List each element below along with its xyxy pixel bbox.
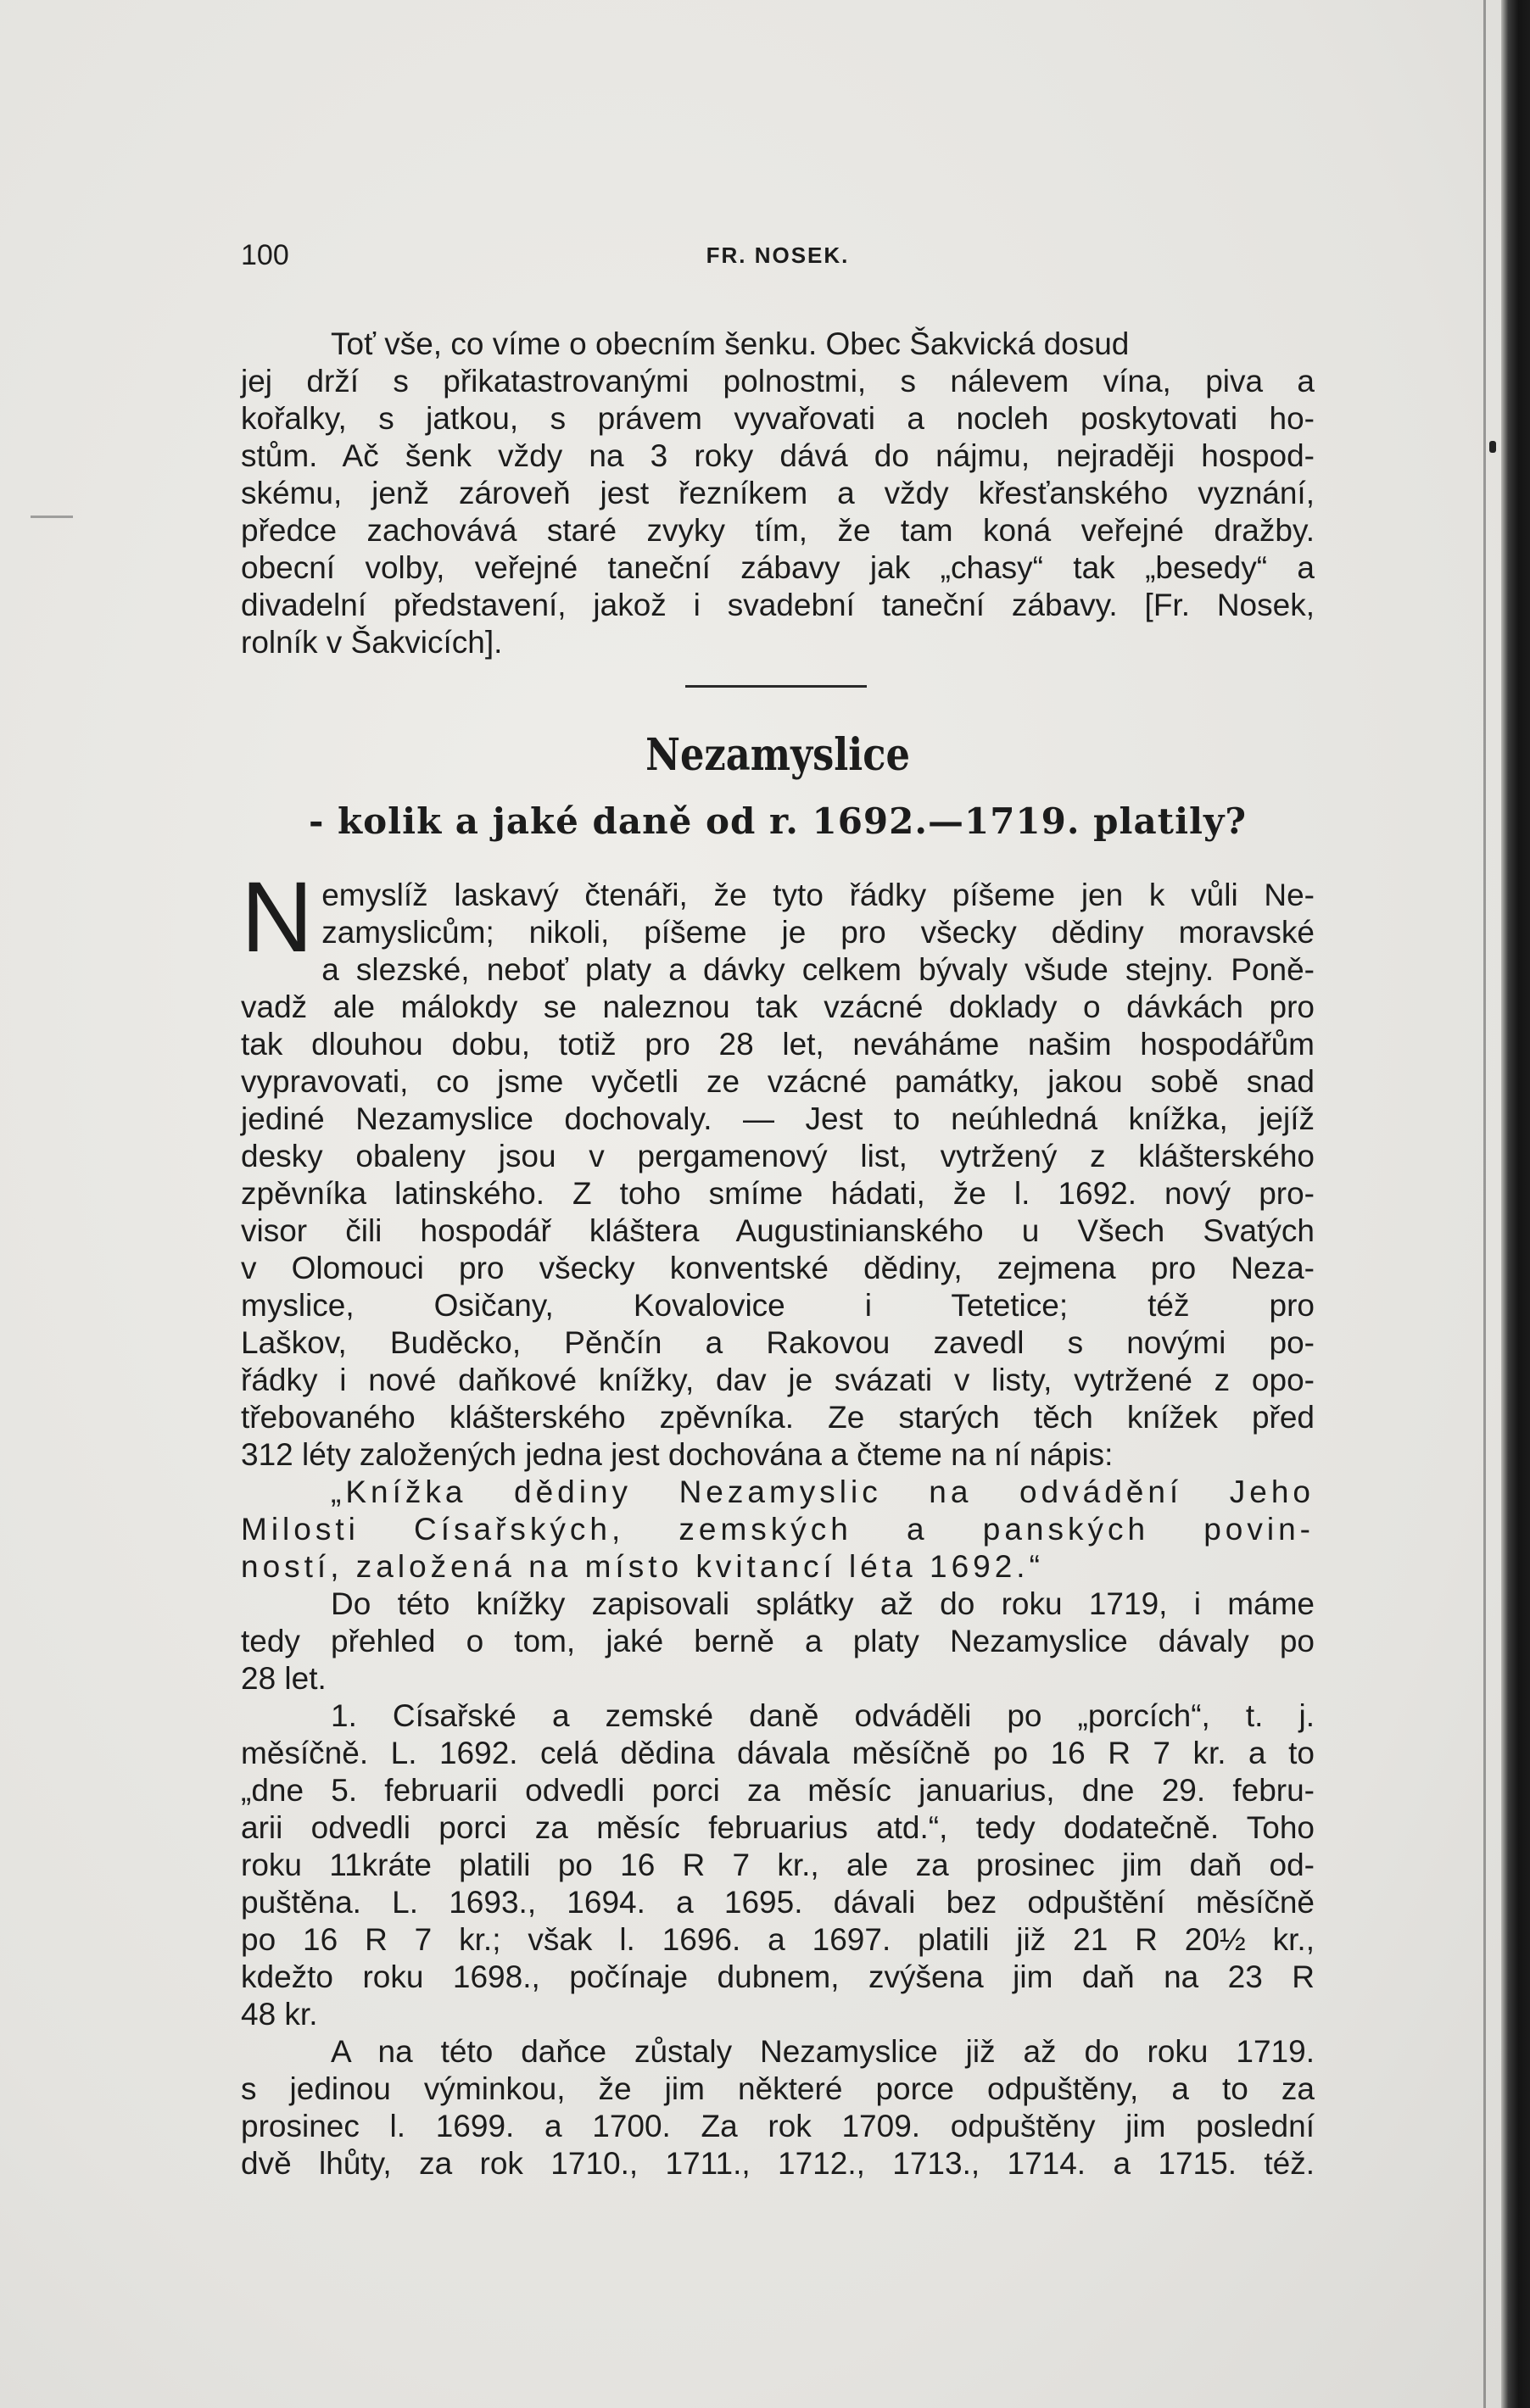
text-line: 48 kr.: [241, 1997, 318, 2032]
text-line: Laškov, Buděcko, Pěnčín a Rakovou zavedl s novými po-: [241, 1325, 1315, 1360]
text-line: Toť vše, co víme o obecním šenku. Obec Šakvická dosud: [331, 326, 1130, 361]
article-subtitle: - kolik a jaké daně od r. 1692.—1719. platily?: [309, 800, 1247, 842]
text-line: roku 11kráte platili po 16 R 7 kr., ale za prosinec jim daň od-: [241, 1848, 1315, 1882]
text-line: a slezské, neboť platy a dávky celkem bývaly všude stejny. Poně-: [321, 952, 1315, 987]
text-line: „dne 5. februarii odvedli porci za měsíc januarius, dne 29. febru-: [241, 1773, 1315, 1808]
text-line: 1. Císařské a zemské daně odváděli po „porcích“, t. j.: [331, 1698, 1315, 1733]
article-title: Nezamyslice: [645, 729, 910, 781]
text-line: emyslíž laskavý čtenáři, že tyto řádky píšeme jen k vůli Ne-: [321, 878, 1315, 912]
text-line: kdežto roku 1698., počínaje dubnem, zvýšena jim daň na 23 R: [241, 1959, 1315, 1994]
quote-line: Milosti Císařských, zemských a panských povin-: [241, 1512, 1315, 1547]
book-binding-edge: [1501, 0, 1530, 2408]
text-line: s jedinou výminkou, že jim některé porce odpuštěny, a to za: [241, 2071, 1315, 2106]
margin-mark: [31, 516, 73, 518]
text-line: zpěvníka latinského. Z toho smíme hádati, že l. 1692. nový pro-: [241, 1176, 1315, 1211]
text-line: divadelní představení, jakož i svadební taneční zábavy. [Fr. Nosek,: [241, 588, 1315, 622]
page-header: [241, 239, 1315, 273]
text-line: arii odvedli porci za měsíc februarius atd.“, tedy dodatečně. Toho: [241, 1810, 1315, 1845]
text-line: vypravovati, co jsme vyčetli ze vzácné památky, jakou sobě snad: [241, 1064, 1315, 1099]
article-body: [241, 861, 1315, 2182]
quote-line: ností, založená na místo kvitancí léta 1692.“: [241, 1549, 1044, 1584]
section-divider: [685, 685, 867, 688]
text-line: stům. Ač šenk vždy na 3 roky dává do nájmu, nejraději hospod-: [241, 438, 1315, 473]
text-line: řádky i nové daňkové knížky, dav je svázati v listy, vytržené z opo-: [241, 1363, 1315, 1397]
text-line: kořalky, s jatkou, s právem vyvařovati a nocleh poskytovati ho-: [241, 401, 1315, 436]
text-line: jej drží s přikatastrovanými polnostmi, s nálevem vína, piva a: [241, 364, 1315, 399]
running-head: FR. NOSEK.: [706, 242, 850, 268]
text-line: skému, jenž zároveň jest řezníkem a vždy křesťanského vyznání,: [241, 476, 1315, 510]
text-line: zamyslicům; nikoli, píšeme je pro všecky dědiny moravské: [321, 915, 1315, 950]
text-line: prosinec l. 1699. a 1700. Za rok 1709. odpuštěny jim poslední: [241, 2109, 1315, 2143]
text-line: desky obaleny jsou v pergamenový list, vytržený z klášterského: [241, 1139, 1315, 1173]
text-line: jediné Nezamyslice dochovaly. — Jest to neúhledná knížka, jejíž: [241, 1101, 1315, 1136]
text-line: po 16 R 7 kr.; však l. 1696. a 1697. platili již 21 R 20½ kr.,: [241, 1922, 1315, 1957]
text-line: obecní volby, veřejné taneční zábavy jak „chasy“ tak „besedy“ a: [241, 550, 1315, 585]
page-number: 100: [241, 239, 289, 271]
text-line: měsíčně. L. 1692. celá dědina dávala měsíčně po 16 R 7 kr. a to: [241, 1736, 1315, 1770]
quote-line: „Knížka dědiny Nezamyslic na odvádění Jeho: [331, 1474, 1315, 1509]
text-line: předce zachovává staré zvyky tím, že tam koná veřejné dražby.: [241, 513, 1315, 548]
margin-dot: [1489, 441, 1496, 453]
drop-cap: N: [241, 861, 314, 973]
text-paragraph: [241, 326, 1315, 363]
text-line: vadž ale málokdy se naleznou tak vzácné doklady o dávkách pro: [241, 989, 1315, 1024]
text-line: Do této knížky zapisovali splátky až do roku 1719, i máme: [331, 1586, 1315, 1621]
text-line: dvě lhůty, za rok 1710., 1711., 1712., 1713., 1714. a 1715. též.: [241, 2146, 1315, 2181]
previous-article-ending: [241, 326, 1315, 661]
page-fold-line: [1483, 0, 1486, 2408]
text-line: visor čili hospodář kláštera Augustinianského u Všech Svatých: [241, 1213, 1315, 1248]
text-line: tak dlouhou dobu, totiž pro 28 let, neváháme našim hospodářům: [241, 1027, 1315, 1062]
text-line: 28 let.: [241, 1661, 327, 1696]
text-line: v Olomouci pro všecky konventské dědiny, zejmena pro Neza-: [241, 1251, 1315, 1285]
text-line: A na této daňce zůstaly Nezamyslice již až do roku 1719.: [331, 2034, 1315, 2069]
text-line: třebovaného klášterského zpěvníka. Ze starých těch knížek před: [241, 1400, 1315, 1435]
text-line: tedy přehled o tom, jaké berně a platy Nezamyslice dávaly po: [241, 1624, 1315, 1658]
text-line: puštěna. L. 1693., 1694. a 1695. dávali bez odpuštění měsíčně: [241, 1885, 1315, 1920]
text-line: myslice, Osičany, Kovalovice i Tetetice; též pro: [241, 1288, 1315, 1323]
text-line: rolník v Šakvicích].: [241, 625, 503, 660]
text-line: 312 léty založených jedna jest dochována a čteme na ní nápis:: [241, 1437, 1114, 1472]
